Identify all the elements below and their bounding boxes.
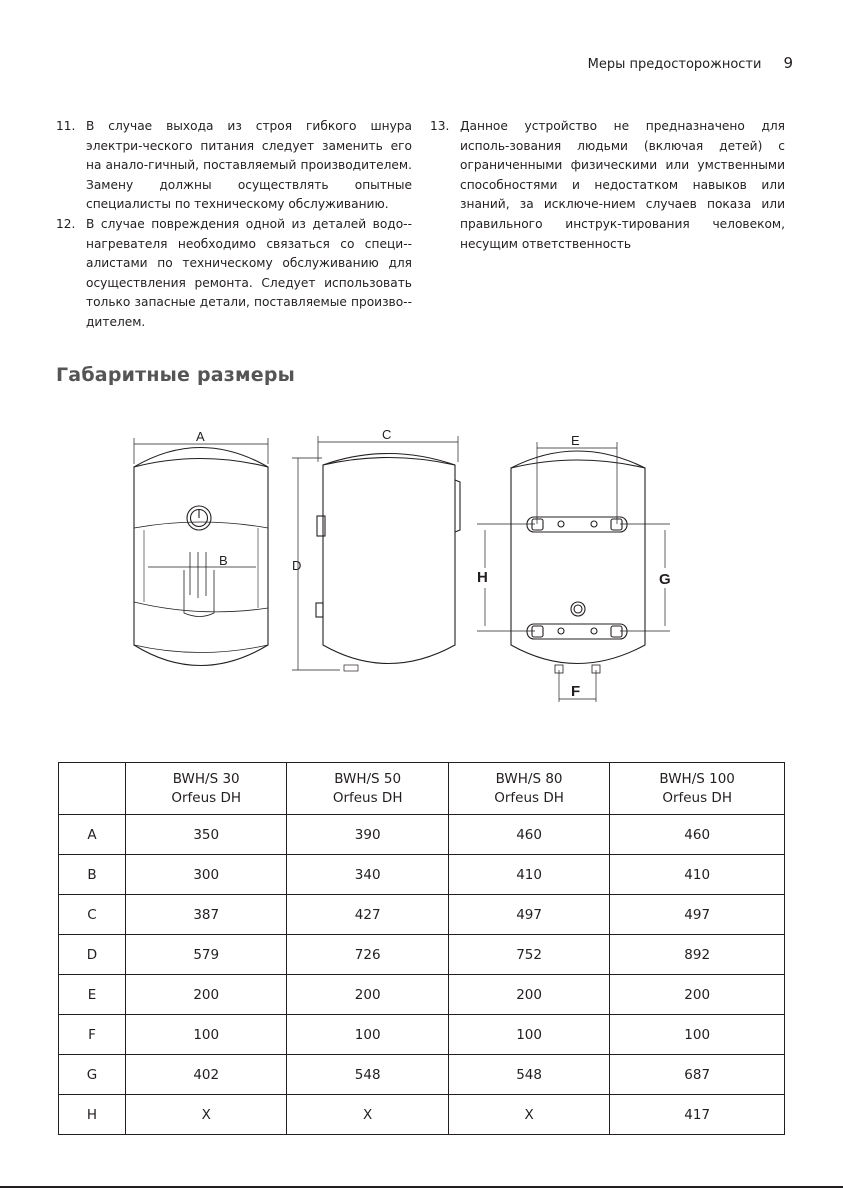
table-cell: 350 xyxy=(126,815,287,855)
row-label: D xyxy=(59,935,126,975)
row-label: C xyxy=(59,895,126,935)
section-heading: Габаритные размеры xyxy=(56,364,296,386)
table-cell: X xyxy=(126,1095,287,1135)
table-cell: 497 xyxy=(448,895,609,935)
dimensions-table xyxy=(58,762,785,1135)
table-cell: 100 xyxy=(448,1015,609,1055)
dim-label-f: F xyxy=(571,683,581,700)
table-cell: X xyxy=(448,1095,609,1135)
row-label: E xyxy=(59,975,126,1015)
table-cell: 752 xyxy=(448,935,609,975)
back-view-drawing xyxy=(477,442,670,702)
precaution-item-12 xyxy=(50,215,412,333)
table-corner-cell xyxy=(59,763,126,815)
table-cell: 417 xyxy=(610,1095,785,1135)
dim-label-c: C xyxy=(382,427,392,442)
item-text: В случае выхода из строя гибкого шнура электри-ческого питания следует заменить его на анало-гичный, поставляемый производителем. Замену должны осуществлять опытные специалисты по техническому обслуживанию. xyxy=(86,119,412,212)
table-row xyxy=(59,855,785,895)
table-row xyxy=(59,815,785,855)
row-label: B xyxy=(59,855,126,895)
table-cell: 300 xyxy=(126,855,287,895)
table-cell: 410 xyxy=(448,855,609,895)
item-number: 11. xyxy=(56,119,76,133)
dim-label-e: E xyxy=(571,433,580,448)
table-cell: 892 xyxy=(610,935,785,975)
dim-label-a: A xyxy=(196,429,205,444)
row-label: F xyxy=(59,1015,126,1055)
row-label: H xyxy=(59,1095,126,1135)
table-cell: 100 xyxy=(610,1015,785,1055)
front-view-drawing xyxy=(134,438,268,666)
precaution-item-13 xyxy=(430,117,785,254)
column-header: BWH/S 30 Orfeus DH xyxy=(126,763,287,815)
table-cell: 497 xyxy=(610,895,785,935)
table-header-row xyxy=(59,763,785,815)
column-header: BWH/S 100 Orfeus DH xyxy=(610,763,785,815)
table-row xyxy=(59,1095,785,1135)
dimensions-diagram xyxy=(0,420,843,720)
table-row xyxy=(59,1015,785,1055)
item-number: 12. xyxy=(56,216,76,231)
table-cell: 687 xyxy=(610,1055,785,1095)
dim-label-h: H xyxy=(477,569,488,586)
dim-label-g: G xyxy=(659,571,671,588)
page-header xyxy=(588,54,793,72)
table-cell: 200 xyxy=(287,975,448,1015)
table-cell: 387 xyxy=(126,895,287,935)
precautions-right-column xyxy=(430,117,785,254)
table-row xyxy=(59,975,785,1015)
bottom-divider xyxy=(0,1186,843,1188)
table-cell: 726 xyxy=(287,935,448,975)
table-cell: X xyxy=(287,1095,448,1135)
side-view-drawing xyxy=(292,436,460,671)
table-cell: 579 xyxy=(126,935,287,975)
table-cell: 100 xyxy=(287,1015,448,1055)
table-cell: 200 xyxy=(126,975,287,1015)
dim-label-b: B xyxy=(219,553,228,568)
precautions-left-column xyxy=(50,117,412,333)
table-cell: 410 xyxy=(610,855,785,895)
table-row xyxy=(59,935,785,975)
table-row xyxy=(59,895,785,935)
table-cell: 548 xyxy=(448,1055,609,1095)
item-text: В случае повреждения одной из деталей водо-нагревателя необходимо связаться со специ-алистами по техническому обслуживанию для осуществления ремонта. Следует использовать только запасные детали, поставляемые произво-дителем. xyxy=(86,216,412,329)
page-number: 9 xyxy=(783,54,793,72)
table-cell: 548 xyxy=(287,1055,448,1095)
row-label: A xyxy=(59,815,126,855)
item-text: Данное устройство не предназначено для исполь-зования людьми (включая детей) с ограниченными физическими или умственными способностями и недостатком навыков или знаний, за исключе-нием случаев показа или правильного инструк-тирования человеком, несущим ответственность xyxy=(460,119,785,251)
table-cell: 460 xyxy=(448,815,609,855)
table-cell: 460 xyxy=(610,815,785,855)
header-section-title: Меры предосторожности xyxy=(587,57,762,72)
column-header: BWH/S 80 Orfeus DH xyxy=(448,763,609,815)
table-cell: 427 xyxy=(287,895,448,935)
column-header: BWH/S 50 Orfeus DH xyxy=(287,763,448,815)
table-cell: 340 xyxy=(287,855,448,895)
dim-label-d: D xyxy=(292,558,302,573)
row-label: G xyxy=(59,1055,126,1095)
table-row xyxy=(59,1055,785,1095)
precaution-item-11 xyxy=(50,117,412,215)
table-cell: 200 xyxy=(448,975,609,1015)
table-cell: 390 xyxy=(287,815,448,855)
table-cell: 100 xyxy=(126,1015,287,1055)
table-cell: 200 xyxy=(610,975,785,1015)
table-cell: 402 xyxy=(126,1055,287,1095)
item-number: 13. xyxy=(430,119,450,133)
